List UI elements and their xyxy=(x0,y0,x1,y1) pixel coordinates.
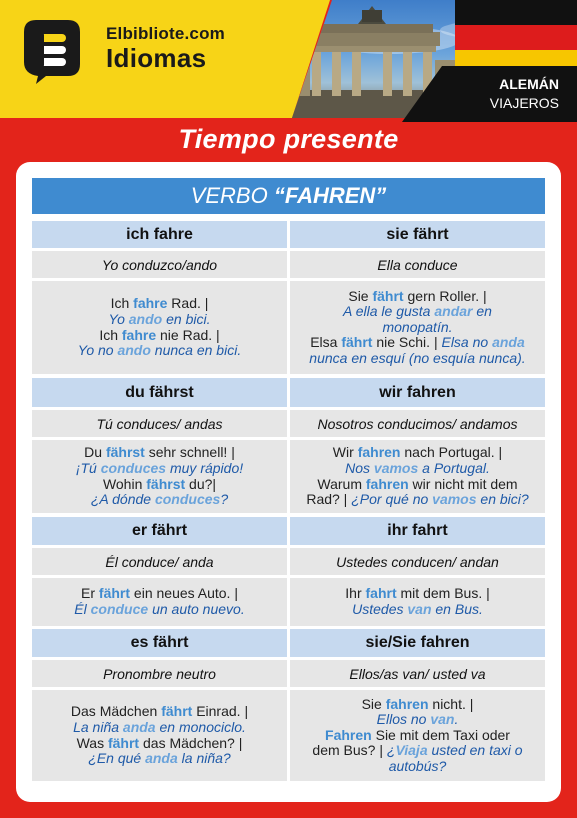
example-segment: ¿En qué xyxy=(88,750,146,767)
example-segment: Rad. | xyxy=(167,295,209,312)
example-segment: . xyxy=(454,711,459,728)
example-segment: ¿Por qué no xyxy=(351,491,433,508)
example-segment: nie Rad. | xyxy=(156,326,220,343)
example-line xyxy=(84,445,235,461)
example-segment: muy rápido! xyxy=(166,459,244,476)
pronoun-cell xyxy=(290,221,545,248)
example-segment: nunca en esquí (no esquía nunca). xyxy=(309,349,526,366)
page-title: Tiempo presente xyxy=(178,124,399,154)
translation-cell xyxy=(32,660,287,687)
verb-highlight: fahre xyxy=(121,326,157,343)
example-line xyxy=(99,328,219,344)
example-cell xyxy=(290,440,545,513)
example-segment: Du xyxy=(84,444,106,461)
verb-highlight: vamos xyxy=(432,491,477,508)
translation-text: Ella conduce xyxy=(377,256,458,273)
example-segment: La niña xyxy=(73,718,123,735)
example-segment: Wohin xyxy=(102,475,147,492)
example-segment: a Portugal. xyxy=(418,459,490,476)
example-line xyxy=(310,335,525,351)
pronoun-cell xyxy=(290,517,545,545)
example-line xyxy=(317,477,517,493)
verb-highlight: conduces xyxy=(100,459,167,476)
header-banner xyxy=(0,0,577,122)
example-segment: Sie xyxy=(348,287,373,304)
verb-highlight: fahrt xyxy=(365,585,397,602)
example-line xyxy=(312,743,522,759)
verb-highlight: anda xyxy=(145,750,178,767)
example-line xyxy=(345,586,489,602)
example-segment: Das Mädchen xyxy=(70,703,162,720)
example-segment: Ustedes xyxy=(352,601,408,617)
pronoun-cell xyxy=(290,378,545,407)
brand-domain: Elbibliote.com xyxy=(106,24,225,43)
verb-highlight: Fahren xyxy=(325,726,372,743)
example-segment: nicht. | xyxy=(428,695,474,712)
example-segment: Rad? | xyxy=(306,491,352,508)
pronoun-form: ich fahre xyxy=(126,225,193,243)
example-segment: Sie mit dem Taxi oder xyxy=(371,726,510,743)
example-line xyxy=(309,351,525,367)
example-segment: ? xyxy=(220,491,229,508)
example-line xyxy=(377,712,459,728)
verb-highlight: fährt xyxy=(372,287,404,304)
verb-highlight: fahren xyxy=(357,444,401,461)
example-line xyxy=(352,602,483,618)
example-segment: A ella le gusta xyxy=(343,303,435,320)
example-segment: Nos xyxy=(345,459,374,476)
example-line xyxy=(81,586,238,602)
translation-cell xyxy=(290,251,545,278)
example-line xyxy=(103,477,216,493)
pronoun-form: sie/Sie fahren xyxy=(365,634,470,651)
translation-text: Yo conduzco/ando xyxy=(101,256,218,273)
example-line xyxy=(382,320,452,336)
translation-text: Ustedes conducen/ andan xyxy=(336,553,499,570)
example-segment: wir nicht mit dem xyxy=(408,475,518,492)
example-cell xyxy=(290,690,545,781)
example-cell xyxy=(32,281,287,374)
translation-cell xyxy=(290,548,545,575)
pronoun-form: es fährt xyxy=(130,634,189,651)
example-segment: Ellos no xyxy=(376,711,431,728)
example-segment: ¿A dónde xyxy=(90,491,155,508)
translation-text: Nosotros conducimos/ andamos xyxy=(317,415,518,432)
pronoun-form: sie fährt xyxy=(386,225,449,243)
example-line xyxy=(74,602,244,618)
example-line xyxy=(343,304,492,320)
example-cell xyxy=(32,690,287,781)
example-line xyxy=(306,492,528,508)
example-line xyxy=(78,343,241,359)
example-line xyxy=(76,461,243,477)
example-segment: Ich xyxy=(110,295,134,312)
example-line xyxy=(77,736,243,752)
example-segment: Einrad. | xyxy=(192,703,249,720)
example-segment: la niña? xyxy=(177,750,231,767)
example-segment: Ich xyxy=(99,326,122,343)
example-line xyxy=(333,445,502,461)
example-segment: en bici. xyxy=(162,310,211,327)
pronoun-form: ihr fahrt xyxy=(387,522,448,539)
example-segment: du?| xyxy=(185,475,217,492)
verb-highlight: van xyxy=(407,601,432,617)
example-segment: nie Schi. | xyxy=(372,334,442,351)
translation-cell xyxy=(32,251,287,278)
example-segment: autobús? xyxy=(388,757,447,774)
verb-highlight: fährst xyxy=(105,444,145,461)
pronoun-form: er fährt xyxy=(131,522,188,539)
pronoun-cell xyxy=(32,517,287,545)
example-segment: ¡Tú xyxy=(75,459,101,476)
verb-name: “FAHREN” xyxy=(273,183,387,208)
pronoun-cell xyxy=(290,629,545,657)
example-line xyxy=(91,492,228,508)
verb-highlight: fährst xyxy=(146,475,186,492)
example-segment: Elsa no xyxy=(441,334,493,351)
example-cell xyxy=(32,578,287,626)
verb-highlight: anda xyxy=(492,334,525,351)
example-segment: Wir xyxy=(332,444,358,461)
example-segment: sehr schnell! | xyxy=(144,444,235,461)
pronoun-cell xyxy=(32,629,287,657)
example-cell xyxy=(32,440,287,513)
example-segment: Ihr xyxy=(345,585,366,602)
example-segment: Er xyxy=(81,585,99,602)
example-segment: gern Roller. | xyxy=(403,287,487,304)
example-line xyxy=(389,759,447,775)
translation-cell xyxy=(290,410,545,437)
example-line xyxy=(362,697,474,713)
example-segment: en monociclo. xyxy=(155,718,246,735)
verb-highlight: van xyxy=(430,711,455,728)
example-segment: nunca en bici. xyxy=(150,342,242,359)
pronoun-cell xyxy=(32,378,287,407)
example-line xyxy=(111,296,209,312)
example-segment: Was xyxy=(76,734,108,751)
verb-highlight: Viaja xyxy=(395,742,428,759)
translation-cell xyxy=(32,548,287,575)
example-segment: en Bus. xyxy=(431,601,483,617)
verb-header xyxy=(32,178,545,214)
brand-name: Idiomas xyxy=(106,43,207,73)
example-cell xyxy=(290,578,545,626)
verb-prefix: VERBO xyxy=(190,183,268,208)
verb-highlight: fahren xyxy=(385,695,429,712)
verb-highlight: fahre xyxy=(133,295,168,312)
example-segment: Warum xyxy=(317,475,366,492)
verb-highlight: fährt xyxy=(98,585,131,602)
example-segment: usted en taxi o xyxy=(427,742,523,759)
example-segment: monopatín. xyxy=(382,318,453,335)
example-line xyxy=(73,720,246,736)
tag-audience: VIAJEROS xyxy=(489,95,559,111)
example-segment: Yo xyxy=(108,310,129,327)
elbibliote-logo xyxy=(22,18,82,84)
verb-highlight: anda xyxy=(122,718,156,735)
german-flag-icon xyxy=(455,0,577,76)
example-segment: mit dem Bus. | xyxy=(396,585,490,602)
translation-cell xyxy=(290,660,545,687)
verb-highlight: fährt xyxy=(107,734,140,751)
translation-text: Ellos/as van/ usted va xyxy=(349,665,486,682)
translation-text: Tú conduces/ andas xyxy=(96,415,223,432)
example-segment: dem Bus? | xyxy=(312,742,387,759)
example-segment: Elsa xyxy=(310,334,342,351)
verb-highlight: fährt xyxy=(161,703,193,720)
verb-highlight: fährt xyxy=(341,334,373,351)
example-segment: das Mädchen? | xyxy=(139,734,243,751)
translation-cell xyxy=(32,410,287,437)
example-segment: un auto nuevo. xyxy=(148,601,245,617)
example-segment: nach Portugal. | xyxy=(400,444,503,461)
example-segment: en xyxy=(472,303,492,320)
example-line xyxy=(88,751,230,767)
example-line xyxy=(109,312,211,328)
example-segment: ¿ xyxy=(386,742,396,759)
verb-highlight: ando xyxy=(128,310,163,327)
verb-highlight: andar xyxy=(434,303,473,320)
example-cell xyxy=(290,281,545,374)
example-segment: Sie xyxy=(361,695,386,712)
verb-highlight: conduce xyxy=(90,601,149,617)
example-segment: Él xyxy=(74,601,91,617)
example-line xyxy=(325,728,510,744)
example-line xyxy=(345,461,490,477)
translation-text: Pronombre neutro xyxy=(103,665,216,682)
verb-highlight: vamos xyxy=(373,459,419,476)
pronoun-cell xyxy=(32,221,287,248)
pronoun-form: du fährst xyxy=(125,383,194,401)
example-segment: Yo no xyxy=(77,342,118,359)
verb-highlight: fahren xyxy=(365,475,409,492)
tag-language: ALEMÁN xyxy=(499,76,559,92)
example-segment: ein neues Auto. | xyxy=(130,585,238,602)
pronoun-form: wir fahren xyxy=(379,383,456,401)
example-segment: en bici? xyxy=(476,491,529,508)
example-line xyxy=(348,289,486,305)
verb-highlight: ando xyxy=(117,342,151,359)
example-line xyxy=(71,704,248,720)
verb-highlight: conduces xyxy=(154,491,221,508)
translation-text: Él conduce/ anda xyxy=(105,553,214,570)
